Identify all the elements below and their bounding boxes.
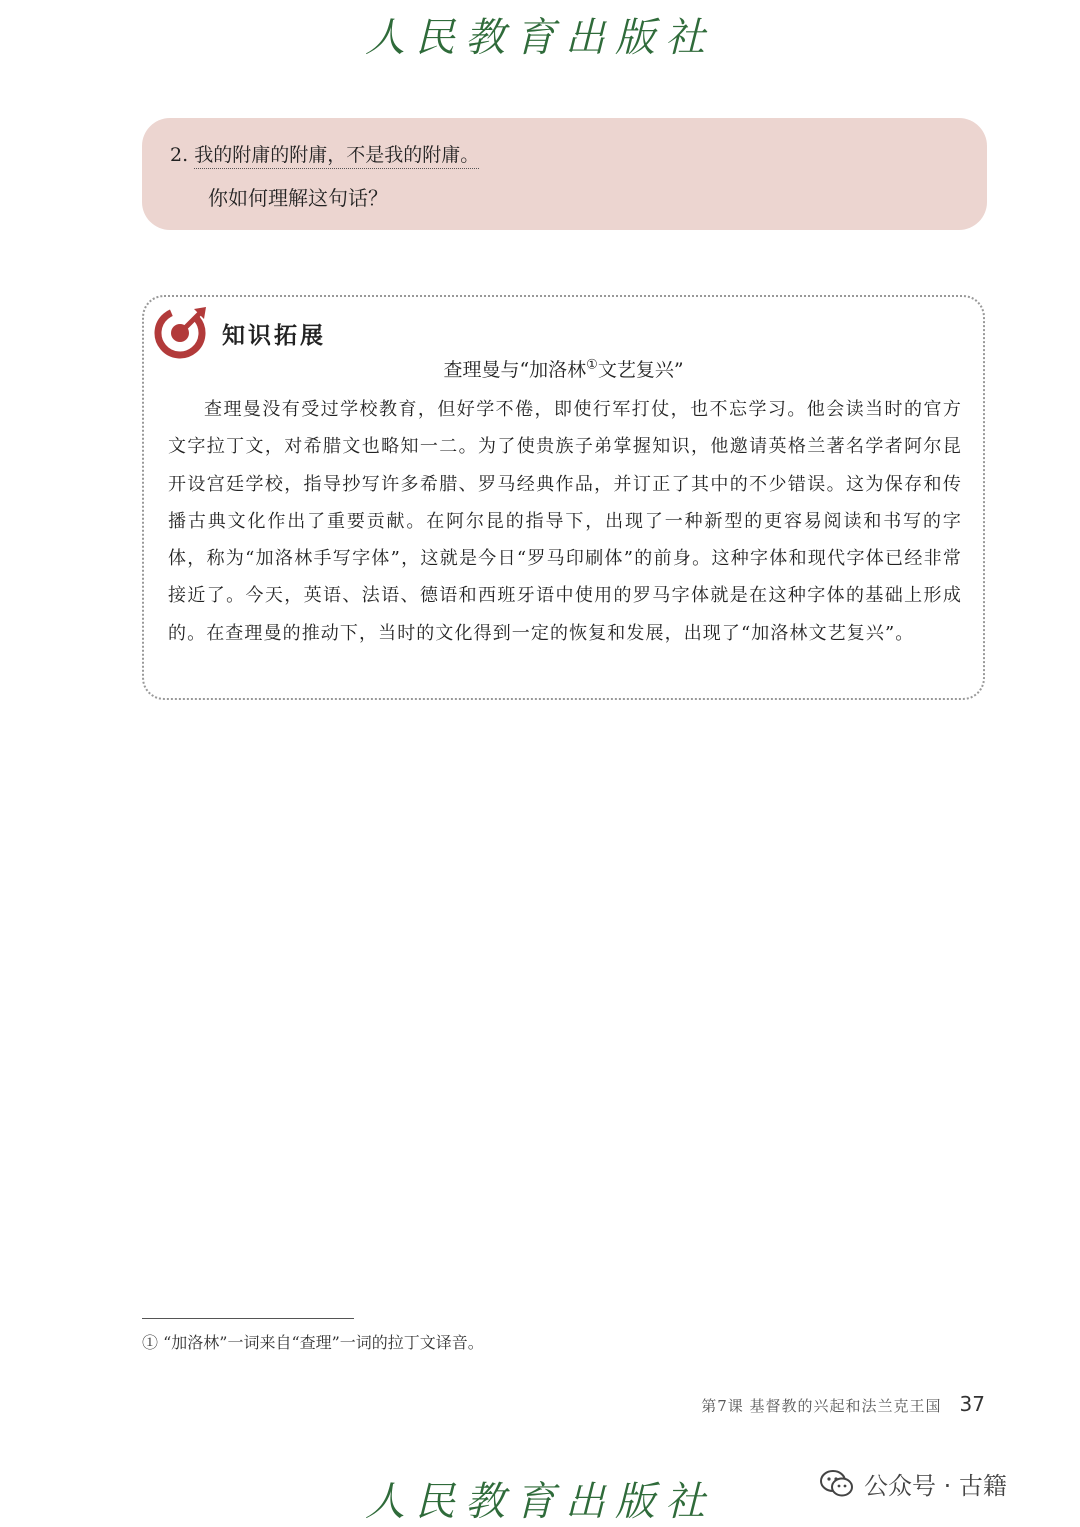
page-number: 37 xyxy=(959,1392,985,1416)
article-title-part2: 文艺复兴” xyxy=(597,359,684,381)
watermark xyxy=(820,1466,1007,1501)
target-arrow-icon xyxy=(154,303,210,359)
page-footer xyxy=(701,1392,985,1416)
watermark-text: 公众号 · 古籍 xyxy=(864,1472,1007,1500)
publisher-logo-top: 人民教育出版社 xyxy=(365,15,715,61)
question-number: 2. xyxy=(170,144,189,166)
knowledge-heading: 知识拓展 xyxy=(222,323,326,349)
question-prompt: 你如何理解这句话？ xyxy=(208,186,388,210)
article-title xyxy=(144,355,983,382)
footnote: ① “加洛林”一词来自“查理”一词的拉丁文译音。 xyxy=(142,1333,484,1352)
question-quote: 我的附庸的附庸，不是我的附庸。 xyxy=(194,144,479,169)
footnote-marker: ① xyxy=(586,357,598,373)
question-box xyxy=(142,118,987,230)
question-line xyxy=(170,140,479,167)
knowledge-extension-box xyxy=(142,295,985,700)
wechat-icon xyxy=(820,1470,854,1498)
article-body: 查理曼没有受过学校教育，但好学不倦，即使行军打仗，也不忘学习。他会读当时的官方文字拉丁文，对希腊文也略知一二。为了使贵族子弟掌握知识，他邀请英格兰著名学者阿尔昆开设宫廷学校，指导抄写许多希腊、罗马经典作品，并订正了其中的不少错误。这为保存和传播古典文化作出了重要贡献。在阿尔昆的指导下，出现了一种新型的更容易阅读和书写的字体，称为“加洛林手写字体”，这就是今日“罗马印刷体”的前身。这种字体和现代字体已经非常接近了。今天，英语、法语、德语和西班牙语中使用的罗马字体就是在这种字体的基础上形成的。在查理曼的推动下，当时的文化得到一定的恢复和发展，出现了“加洛林文艺复兴”。 xyxy=(168,399,962,644)
publisher-logo-bottom: 人民教育出版社 xyxy=(365,1479,715,1525)
footnote-divider xyxy=(142,1318,354,1319)
lesson-title: 第7课 基督教的兴起和法兰克王国 xyxy=(701,1397,942,1415)
article-title-part1: 查理曼与“加洛林 xyxy=(443,359,587,381)
